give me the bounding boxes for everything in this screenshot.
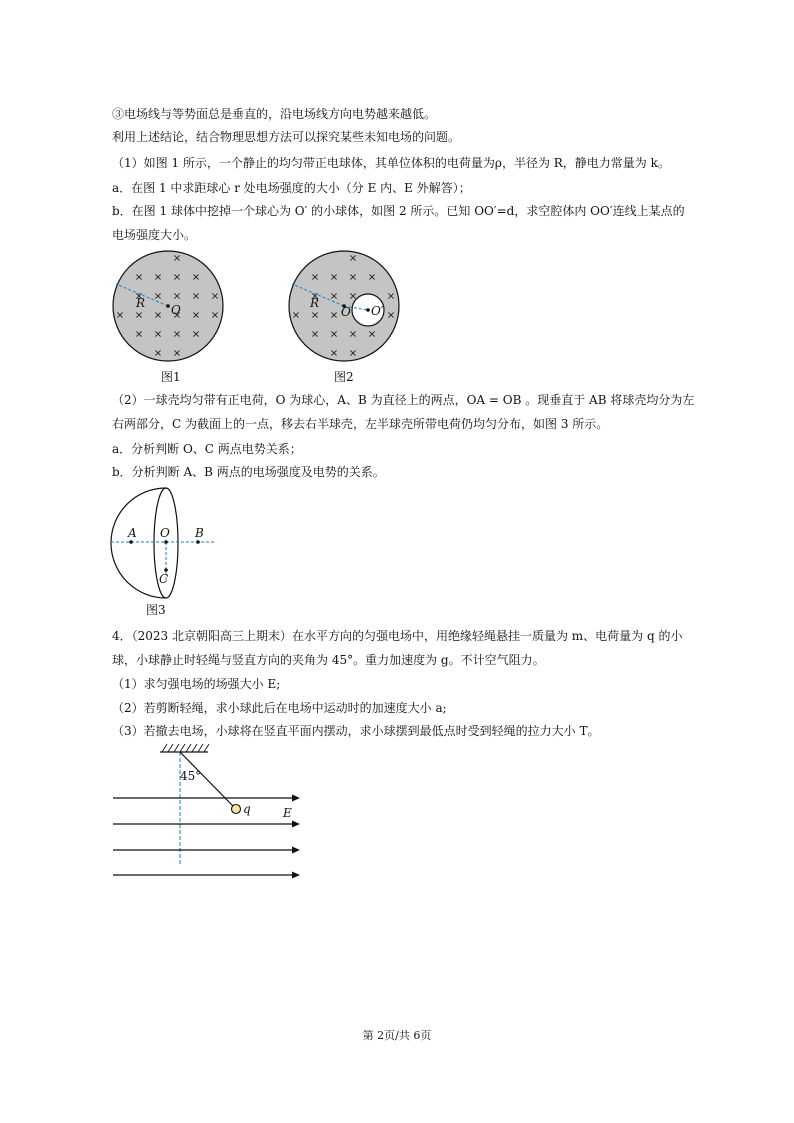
- text-line-1: ③电场线与等势面总是垂直的，沿电场线方向电势越来越低。: [112, 107, 437, 121]
- text-line-7: （2）一球壳均匀带有正电荷，O 为球心，A、B 为直径上的两点，OA = OB 。现垂直于 AB 将球壳均分为左: [112, 393, 695, 407]
- fig4-label-e: E: [283, 806, 292, 820]
- text-line-13: （1）求匀强电场的场强大小 E;: [112, 677, 281, 691]
- figure-4-diagram: [108, 742, 308, 882]
- fig2-label-o-prime: O′: [371, 304, 384, 318]
- figure-3-diagram: [108, 485, 220, 603]
- text-line-5: b．在图 1 球体中挖掉一个球心为 O′ 的小球体，如图 2 所示。已知 OO′=d，求空腔体内 OO′连线上某点的: [112, 204, 685, 218]
- fig2-label-o: O: [341, 305, 351, 319]
- fig1-label-o: O: [171, 303, 181, 317]
- fig3-label-o: O: [160, 526, 170, 540]
- text-line-8: 右两部分，C 为截面上的一点，移去右半球壳，左半球壳所带电荷仍均匀分布，如图 3 所示。: [112, 417, 609, 431]
- text-line-12: 球，小球静止时轻绳与竖直方向的夹角为 45°。重力加速度为 g。不计空气阻力。: [112, 653, 545, 667]
- text-line-11: 4．（2023 北京朝阳高三上期末）在水平方向的匀强电场中，用绝缘轻绳悬挂一质量为 m、电荷量为 q 的小: [112, 629, 683, 643]
- text-line-14: （2）若剪断轻绳，求小球此后在电场中运动时的加速度大小 a;: [112, 701, 447, 715]
- text-line-4: a．在图 1 中求距球心 r 处电场强度的大小（分 E 内、E 外解答）；: [112, 181, 471, 195]
- fig2-label-r: R: [310, 296, 320, 310]
- text-line-9: a．分析判断 O、C 两点电势关系；: [112, 442, 302, 456]
- fig4-label-angle: 45°: [180, 769, 202, 783]
- fig3-label-c: C: [159, 572, 169, 586]
- figure-2-diagram: [284, 250, 409, 365]
- figure-3-caption: 图3: [146, 603, 166, 617]
- fig4-label-q: q: [243, 802, 251, 816]
- fig3-label-b: B: [195, 526, 204, 540]
- figure-2-caption: 图2: [334, 370, 354, 384]
- fig3-label-a: A: [128, 526, 137, 540]
- text-line-10: b．分析判断 A、B 两点的电场强度及电势的关系。: [112, 465, 385, 479]
- text-line-6: 电场强度大小。: [112, 228, 197, 242]
- text-line-2: 利用上述结论，结合物理思想方法可以探究某些未知电场的问题。: [112, 130, 461, 144]
- text-line-15: （3）若撤去电场，小球将在竖直平面内摆动，求小球摆到最低点时受到轻绳的拉力大小 T。: [112, 724, 600, 738]
- fig1-label-r: R: [136, 296, 146, 310]
- text-line-3: （1）如图 1 所示，一个静止的均匀带正电球体，其单位体积的电荷量为ρ，半径为 R，静电力常量为 k。: [112, 156, 670, 170]
- figure-1-caption: 图1: [161, 370, 181, 384]
- figure-1-diagram: [108, 250, 233, 365]
- page-footer: 第 2页/共 6页: [362, 1029, 432, 1042]
